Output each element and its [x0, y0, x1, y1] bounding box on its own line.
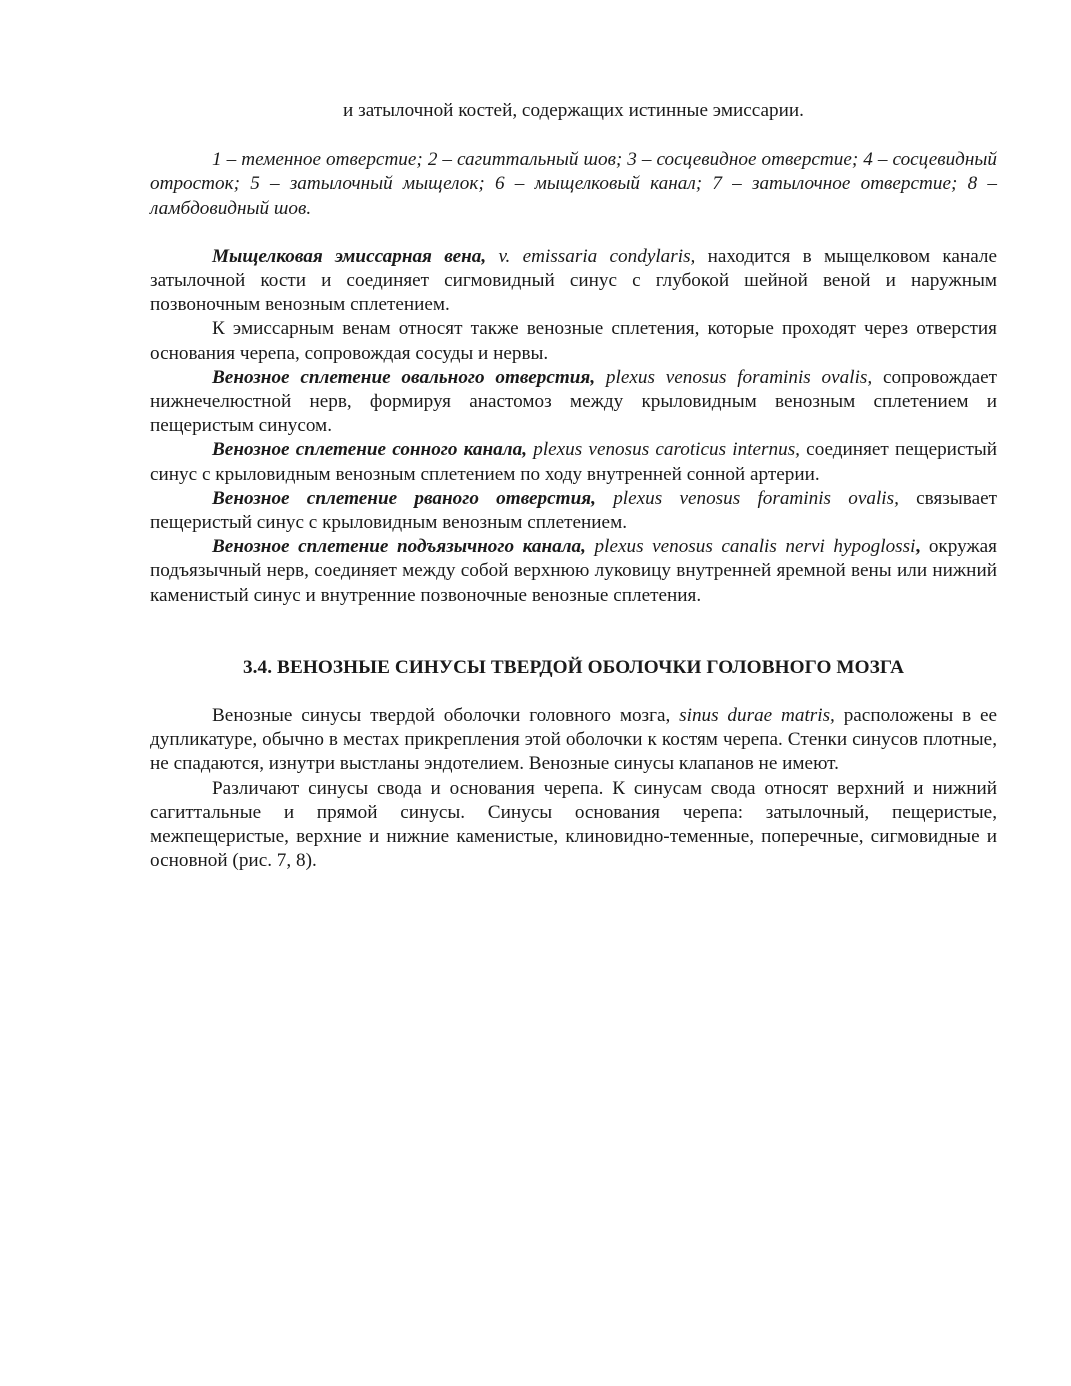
term: Мыщелковая эмиссарная вена, — [212, 245, 487, 267]
latin-term: sinus durae matris, — [679, 705, 835, 727]
paragraph-lacerum-plexus — [150, 487, 997, 535]
paragraph-text: находится в мыщелковом канале затылочной кости и соединяет сигмовидный синус с глубокой шейной веной и наружным позвоночным венозным сплетением. — [150, 245, 997, 316]
paragraph-hypoglossal-plexus — [150, 535, 997, 608]
section-heading: 3.4. ВЕНОЗНЫЕ СИНУСЫ ТВЕРДОЙ ОБОЛОЧКИ ГОЛОВНОГО МОЗГА — [242, 656, 905, 678]
term: Венозное сплетение сонного канала, — [212, 439, 528, 461]
latin-term: plexus venosus caroticus internus, — [533, 439, 800, 461]
paragraph-text: сопровождает нижнечелюстной нерв, формируя анастомоз между крыловидным венозным сплетением и пещеристым синусом. — [150, 366, 998, 437]
latin-term: plexus venosus canalis nervi hypoglossi — [594, 536, 916, 558]
latin-term: plexus venosus foraminis ovalis, — [613, 487, 899, 509]
latin-term: v. emissaria condylaris, — [498, 245, 696, 267]
paragraph-emissary-plexuses: К эмиссарным венам относят также венозные сплетения, которые проходят через отверстия основания черепа, сопровождая сосуды и нервы. — [150, 318, 997, 364]
term: Венозное сплетение подъязычного канала, — [212, 536, 586, 558]
document-page — [150, 99, 997, 873]
figure-legend: 1 – теменное отверстие; 2 – сагиттальный шов; 3 – сосцевидное отверстие; 4 – сосцевидный отросток; 5 – затылочный мыщелок; 6 – мыщелковый канал; 7 – затылочное отверстие; 8 – ламбдовидный шов. — [150, 149, 997, 219]
term: Венозное сплетение рваного отверстия, — [212, 487, 596, 509]
paragraph-text: соединяет пещеристый синус с крыловидным венозным сплетением по ходу внутренней сонной артерии. — [150, 439, 998, 485]
paragraph-lead: Венозные синусы твердой оболочки головного мозга, — [212, 705, 671, 727]
comma: , — [915, 536, 921, 558]
paragraph-condylar-vein — [150, 245, 997, 318]
top-line: и затылочной костей, содержащих истинные эмиссарии. — [343, 100, 804, 121]
paragraph-sinuses-intro — [150, 704, 997, 777]
paragraph-text: связывает пещеристый синус с крыловидным венозным сплетением. — [150, 487, 997, 534]
latin-term: plexus venosus foraminis ovalis, — [605, 366, 873, 388]
paragraph-carotid-canal-plexus — [150, 438, 997, 486]
term: Венозное сплетение овального отверстия, — [212, 366, 596, 388]
paragraph-sinus-groups: Различают синусы свода и основания черепа. К синусам свода относят верхний и нижний сагиттальные и прямой синусы. Синусы основания черепа: затылочный, пещеристые, межпещеристые, верхние и нижние каменистые, клиновидно-теменные, поперечные, сигмовидные и основной (рис. 7, 8). — [150, 777, 997, 872]
paragraph-text: окружая подъязычный нерв, соединяет между собой верхнюю луковицу внутренней яремной вены или нижний каменистый синус и внутренние позвоночные венозные сплетения. — [150, 536, 998, 606]
paragraph-text: расположены в ее дупликатуре, обычно в местах прикрепления этой оболочки к костям черепа. Стенки синусов плотные, не спадаются, изнутри выстланы эндотелием. Венозные синусы клапанов не имеют. — [150, 705, 998, 775]
paragraph-oval-foramen-plexus — [150, 366, 997, 439]
